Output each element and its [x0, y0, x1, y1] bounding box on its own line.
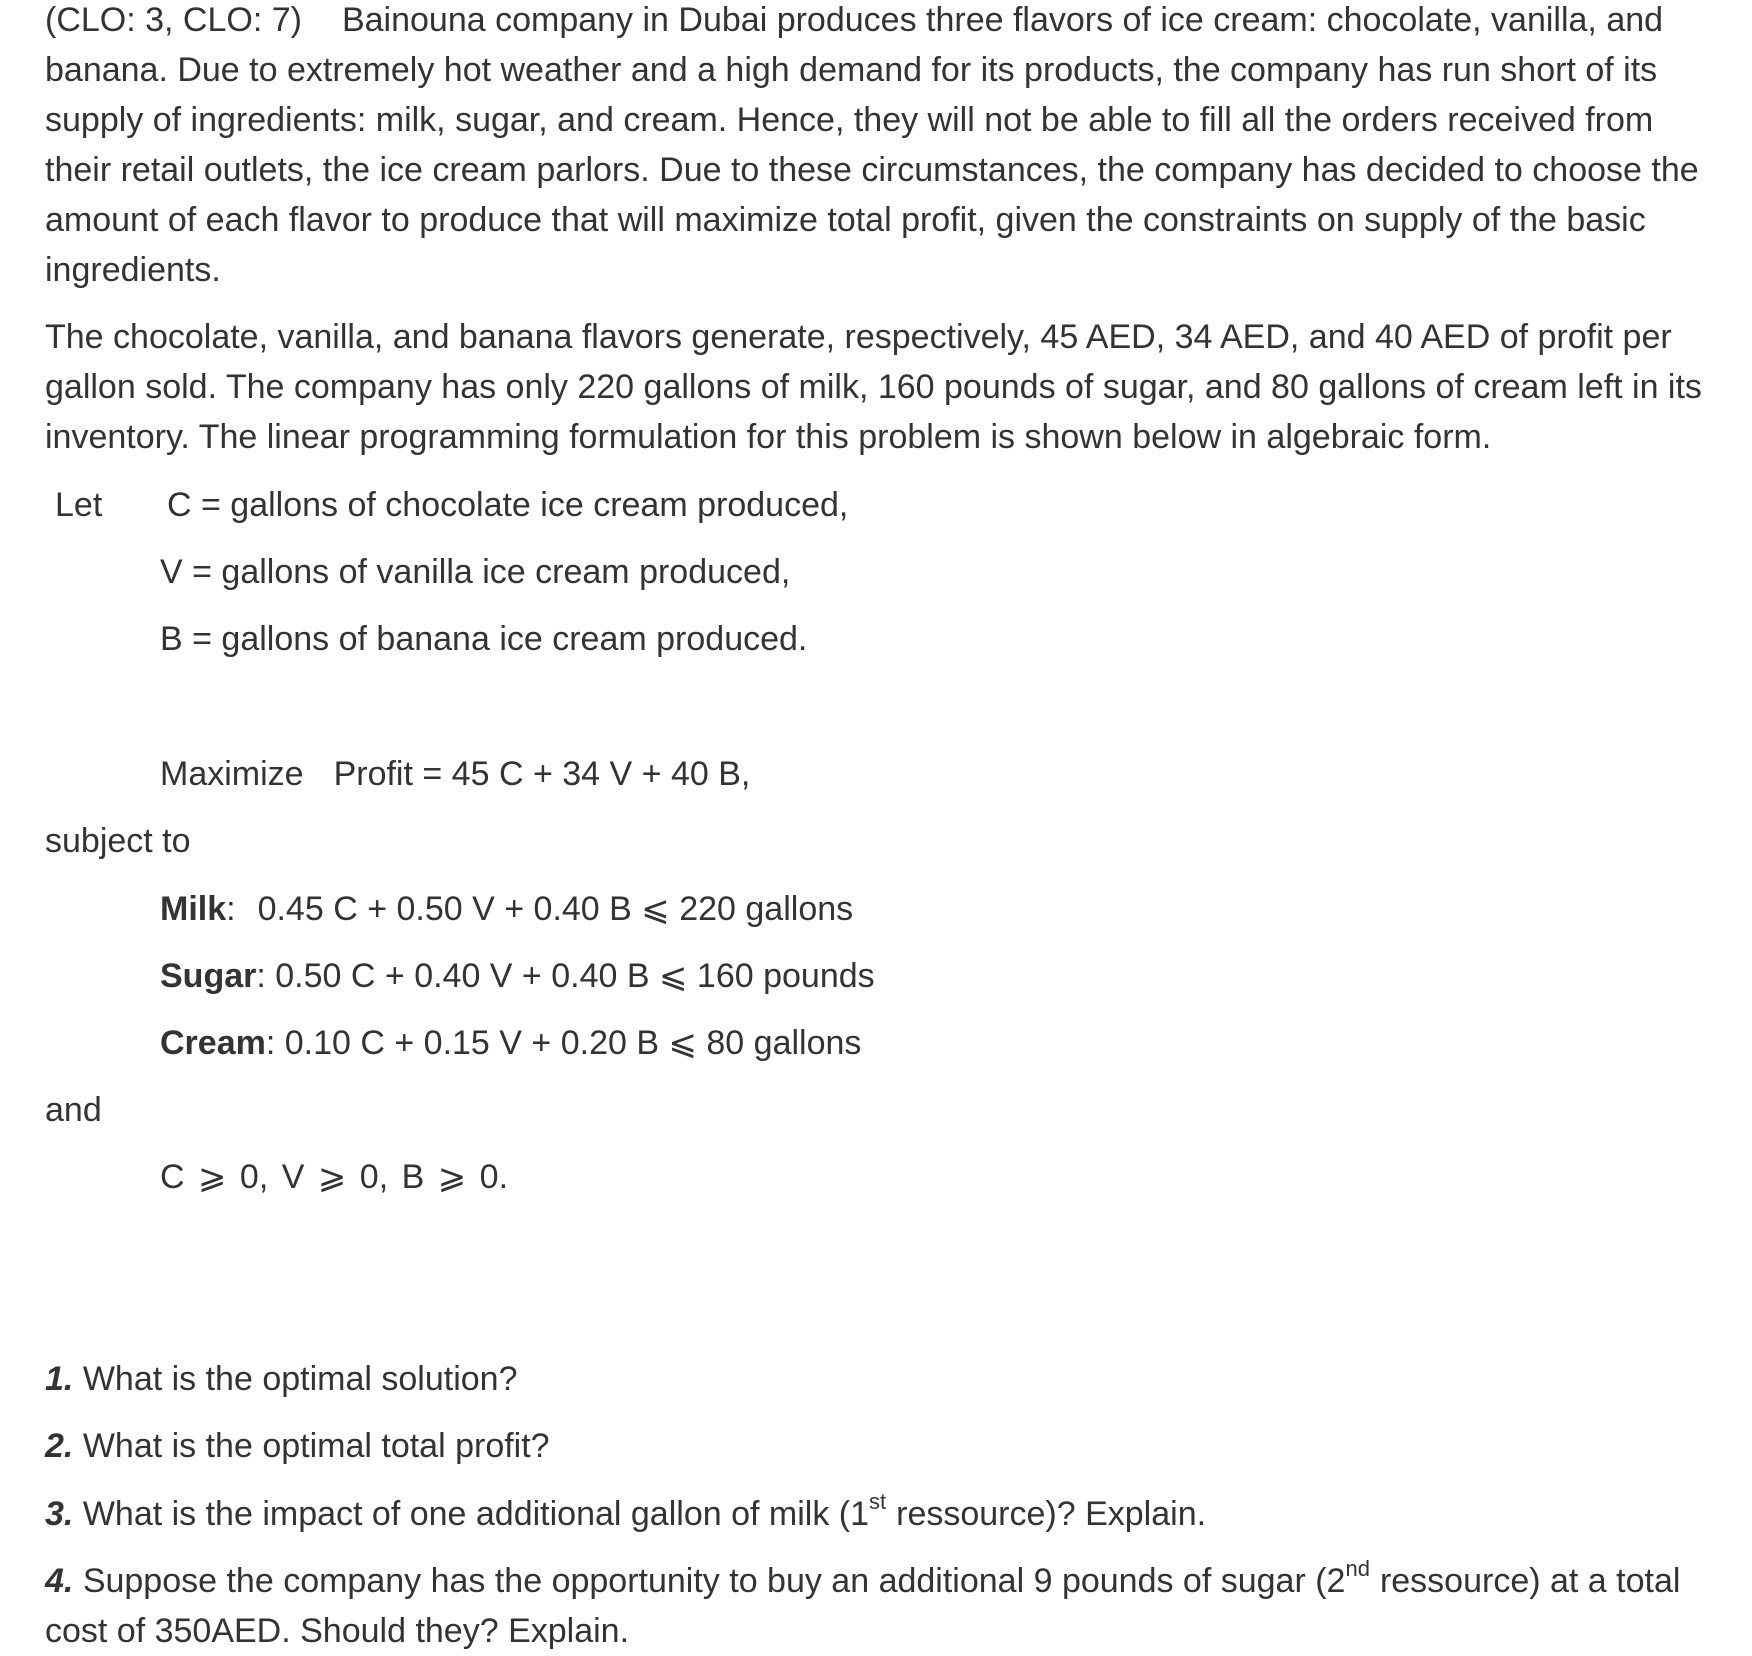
sugar-constraint — [160, 951, 875, 1001]
objective-expression: Profit = 45 C + 34 V + 40 B, — [333, 755, 751, 793]
question-3-text-a: What is the impact of one additional gallon of milk (1 — [82, 1495, 869, 1533]
maximize-label: Maximize — [160, 755, 304, 793]
cream-constraint — [160, 1018, 861, 1068]
question-1 — [45, 1354, 517, 1404]
clo-tag: (CLO: 3, CLO: 7) — [45, 1, 302, 39]
chocolate-variable-definition: C = gallons of chocolate ice cream produced, — [167, 486, 849, 524]
question-3-text-b: ressource)? Explain. — [896, 1495, 1207, 1533]
question-3-superscript: st — [869, 1489, 887, 1514]
nonnegativity-constraints: C ⩾ 0, V ⩾ 0, B ⩾ 0. — [160, 1158, 509, 1196]
cream-colon: : — [265, 1024, 285, 1062]
cream-expression: 0.10 C + 0.15 V + 0.20 B ⩽ 80 gallons — [284, 1024, 862, 1062]
sugar-expression: 0.50 C + 0.40 V + 0.40 B ⩽ 160 pounds — [275, 957, 875, 995]
vanilla-variable-definition: V = gallons of vanilla ice cream produced, — [160, 553, 791, 591]
milk-colon: : — [226, 890, 236, 928]
question-4-number: 4. — [45, 1562, 74, 1600]
cream-label: Cream — [160, 1024, 266, 1062]
let-label: Let — [55, 486, 103, 524]
intro-paragraph — [45, 0, 1725, 295]
question-4-text-b: ressource) at a total cost of 350AED. Should they? Explain. — [45, 1562, 1681, 1650]
profit-paragraph: The chocolate, vanilla, and banana flavors generate, respectively, 45 AED, 34 AED, and 40 AED of profit per gallon sold. The company has only 220 gallons of milk, 160 pounds of sugar, and 80 gallons of cream left in its inventory. The linear programming formulation for this problem is shown below in algebraic form. — [45, 318, 1702, 456]
question-2-number: 2. — [45, 1427, 74, 1465]
milk-constraint — [160, 884, 853, 934]
question-1-text: What is the optimal solution? — [82, 1360, 518, 1398]
question-2 — [45, 1421, 550, 1471]
question-4-superscript: nd — [1345, 1556, 1370, 1581]
question-3 — [45, 1489, 1206, 1539]
intro-text: Bainouna company in Dubai produces three flavors of ice cream: chocolate, vanilla, and banana. Due to extremely hot weather and a high demand for its products, the company has run short of its supply of ingredients: milk, sugar, and cream. Hence, they will not be able to fill all the orders received from their retail outlets, the ice cream parlors. Due to these circumstances, the company has decided to choose the amount of each flavor to produce that will maximize total profit, given the constraints on supply of the basic ingredients. — [45, 1, 1699, 289]
milk-expression: 0.45 C + 0.50 V + 0.40 B ⩽ 220 gallons — [257, 890, 854, 928]
question-1-number: 1. — [45, 1360, 74, 1398]
subject-to-label: subject to — [45, 822, 191, 860]
milk-label: Milk — [160, 890, 227, 928]
sugar-label: Sugar — [160, 957, 257, 995]
and-label: and — [45, 1091, 102, 1129]
question-4 — [45, 1556, 1725, 1656]
objective-function — [160, 749, 750, 799]
sugar-colon: : — [256, 957, 276, 995]
question-2-text: What is the optimal total profit? — [82, 1427, 550, 1465]
question-4-text-a: Suppose the company has the opportunity to buy an additional 9 pounds of sugar (2 — [82, 1562, 1346, 1600]
question-3-number: 3. — [45, 1495, 74, 1533]
banana-variable-definition: B = gallons of banana ice cream produced. — [160, 620, 808, 658]
